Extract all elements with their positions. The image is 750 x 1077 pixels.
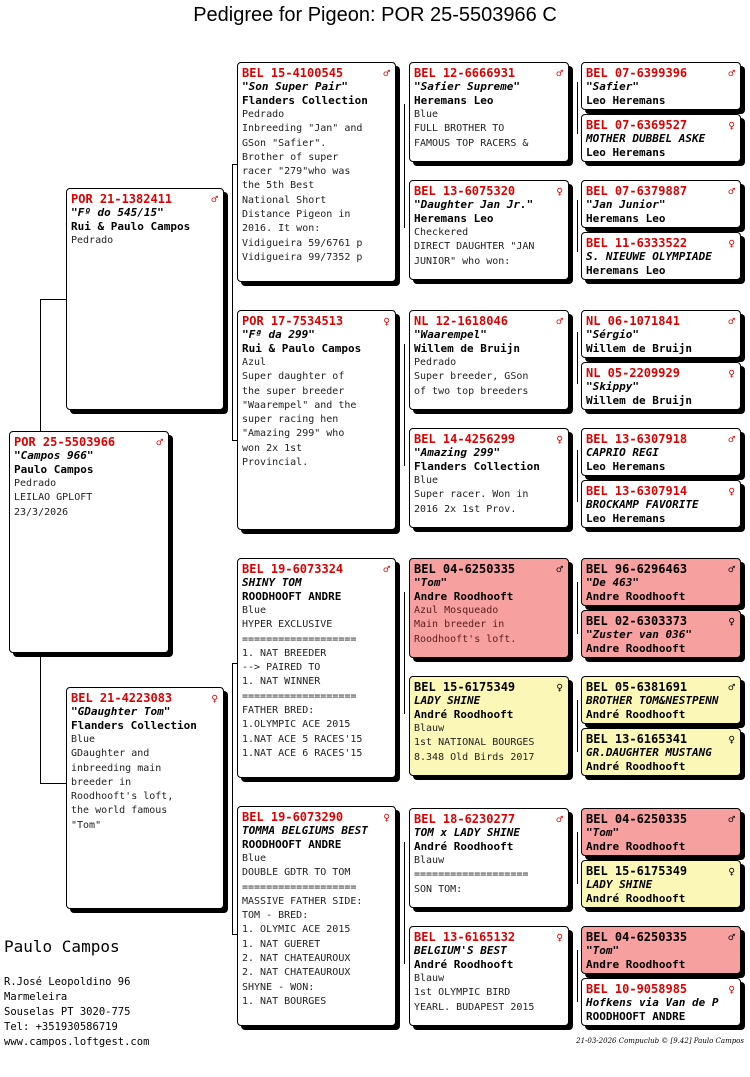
ring-number: POR 25-5503966 (14, 435, 116, 449)
pigeon-name: "Skippy" (586, 380, 639, 393)
male-icon: ♂ (728, 931, 735, 944)
pigeon-card-ss[interactable] (237, 62, 396, 282)
address-line: R.José Leopoldino 96 (4, 976, 131, 988)
pigeon-owner: Heremans Leo (586, 264, 666, 277)
info-line: Brother of super (242, 151, 339, 163)
address-line: Marmeleira (4, 991, 68, 1003)
pigeon-owner: Andre Roodhooft (586, 958, 686, 971)
pigeon-owner: Flanders Collection (242, 94, 368, 107)
pigeon-name: "Tom" (414, 576, 448, 589)
pigeon-name: "Fª da 299" (242, 328, 315, 341)
info-line: racer "279"who was (242, 166, 351, 178)
male-icon: ♂ (728, 681, 735, 694)
info-line: won 2x 1st (242, 442, 303, 454)
pigeon-card-g7[interactable] (581, 428, 741, 476)
pigeon-card-ddd[interactable] (409, 926, 569, 1026)
pigeon-card-ds[interactable] (237, 558, 396, 778)
female-icon: ♀ (556, 185, 563, 198)
pigeon-card-g3[interactable] (581, 180, 741, 228)
pigeon-name: "Waarempel" (414, 328, 487, 341)
info-line: Vidigueira 99/7352 p (242, 251, 363, 263)
female-icon: ♀ (728, 733, 735, 746)
connector-line (577, 950, 578, 1002)
female-icon: ♀ (556, 681, 563, 694)
male-icon: ♂ (556, 315, 563, 328)
info-line: 2. NAT CHATEAUROUX (242, 953, 351, 965)
info-line: JUNIOR" who won: (414, 255, 511, 267)
pigeon-card-g15[interactable] (581, 926, 741, 974)
ring-number: BEL 13-6307914 (586, 484, 688, 498)
pigeon-card-g2[interactable] (581, 114, 741, 162)
pigeon-name: BELGIUM'S BEST (414, 944, 507, 957)
pigeon-card-g5[interactable] (581, 310, 741, 358)
connector-line (577, 332, 578, 384)
info-line: =================== (414, 869, 529, 881)
info-line: Super daughter of (242, 371, 345, 383)
pigeon-owner: Willem de Bruijn (586, 394, 692, 407)
info-line: 1.NAT ACE 5 RACES'15 (242, 733, 363, 745)
female-icon: ♀ (728, 485, 735, 498)
connector-line (40, 299, 66, 300)
info-line: breeder in (71, 776, 132, 788)
pigeon-card-g8[interactable] (581, 480, 741, 528)
pigeon-owner: Andre Roodhooft (586, 642, 686, 655)
female-icon: ♀ (383, 315, 390, 328)
pigeon-name: CAPRIO REGI (586, 446, 659, 459)
ring-number: BEL 15-4100545 (242, 66, 344, 80)
pigeon-name: "Campos 966" (14, 449, 94, 462)
pigeon-owner: Leo Heremans (586, 146, 666, 159)
info-line: 8.348 Old Birds 2017 (414, 751, 535, 763)
info-line: Pedrado (14, 478, 57, 489)
female-icon: ♀ (728, 865, 735, 878)
ring-number: NL 05-2209929 (586, 366, 680, 380)
info-line: Main breeder in (414, 619, 505, 631)
connector-line (577, 700, 578, 752)
connector-line (404, 104, 405, 228)
ring-number: BEL 18-6230277 (414, 812, 516, 826)
male-icon: ♂ (728, 563, 735, 576)
pigeon-owner: André Roodhooft (414, 958, 514, 971)
pigeon-card-sds[interactable] (409, 310, 569, 410)
female-icon: ♀ (728, 615, 735, 628)
ring-number: BEL 15-6175349 (414, 680, 516, 694)
pigeon-owner: Heremans Leo (414, 212, 494, 225)
website-link[interactable]: www.campos.loftgest.com (4, 1036, 150, 1048)
pigeon-owner: Andre Roodhooft (414, 590, 514, 603)
info-line: Super breeder, GSon (414, 371, 529, 383)
male-icon: ♂ (728, 433, 735, 446)
pigeon-card-g10[interactable] (581, 610, 741, 658)
pigeon-name: "Sérgio" (586, 328, 639, 341)
ring-number: BEL 04-6250335 (586, 812, 688, 826)
address-line: Tel: +351930586719 (4, 1021, 118, 1033)
info-line: 2. NAT CHATEAUROUX (242, 967, 351, 979)
pigeon-owner: Willem de Bruijn (414, 342, 520, 355)
info-line: HYPER EXCLUSIVE (242, 619, 333, 631)
info-line: Blue (242, 853, 267, 864)
male-icon: ♂ (156, 436, 163, 449)
page-title: Pedigree for Pigeon: POR 25-5503966 C (193, 4, 557, 26)
ring-number: BEL 96-6296463 (586, 562, 688, 576)
info-line: 1. NAT WINNER (242, 676, 321, 688)
male-icon: ♂ (211, 193, 218, 206)
pigeon-card-g16[interactable] (581, 978, 741, 1026)
pigeon-owner: André Roodhooft (586, 760, 686, 773)
info-line: 23/3/2026 (14, 506, 69, 518)
info-line: SON TOM: (414, 883, 463, 895)
connector-line (232, 663, 233, 934)
pigeon-card-ssd[interactable] (409, 180, 569, 280)
footer-credit: 21-03-2026 Compuclub © [9.42] Paulo Campos (576, 1037, 744, 1045)
pigeon-name: GR.DAUGHTER MUSTANG (586, 746, 712, 759)
connector-line (40, 783, 66, 784)
info-line: 1st OLYMPIC BIRD (414, 987, 511, 999)
ring-number: BEL 05-6381691 (586, 680, 688, 694)
male-icon: ♂ (383, 67, 390, 80)
info-line: Pedrado (414, 357, 457, 368)
female-icon: ♀ (556, 931, 563, 944)
male-icon: ♂ (556, 67, 563, 80)
pigeon-name: "Tom" (586, 944, 620, 957)
ring-number: NL 12-1618046 (414, 314, 508, 328)
pigeon-name: SHINY TOM (242, 576, 302, 589)
pigeon-owner: Heremans Leo (586, 212, 666, 225)
ring-number: POR 21-1382411 (71, 192, 173, 206)
pigeon-name: Hofkens via Van de P (586, 996, 719, 1009)
pigeon-owner: ROODHOOFT ANDRE (242, 838, 342, 851)
pigeon-name: "Safier" (586, 80, 639, 93)
connector-line (404, 344, 405, 466)
connector-line (577, 582, 578, 634)
info-line: Blue (414, 475, 439, 486)
pigeon-name: "Safier Supreme" (414, 80, 520, 93)
ring-number: BEL 07-6379887 (586, 184, 688, 198)
info-line: Blauw (414, 855, 445, 866)
breeder-name: Paulo Campos (4, 937, 120, 956)
info-line: 1. NAT BOURGES (242, 995, 327, 1007)
info-line: "Amazing 299" who (242, 428, 345, 440)
pigeon-owner: Willem de Bruijn (586, 342, 692, 355)
pigeon-card-g14[interactable] (581, 860, 741, 908)
pigeon-card-sire[interactable] (66, 188, 224, 410)
info-line: =================== (242, 633, 357, 645)
connector-line (404, 842, 405, 964)
info-line: Blauw (414, 723, 445, 734)
info-line: Blue (242, 605, 267, 616)
info-line: =================== (242, 881, 357, 893)
pigeon-card-subject[interactable] (9, 431, 169, 653)
male-icon: ♂ (728, 315, 735, 328)
info-line: Checkered (414, 227, 469, 238)
pigeon-owner: André Roodhooft (586, 708, 686, 721)
pigeon-owner: Rui & Paulo Campos (71, 220, 191, 233)
info-line: Roodhooft's loft, (71, 791, 174, 803)
pigeon-card-sss[interactable] (409, 62, 569, 162)
info-line: FULL BROTHER TO (414, 123, 505, 135)
pigeon-card-g6[interactable] (581, 362, 741, 410)
info-line: 1st NATIONAL BOURGES (414, 737, 535, 749)
pigeon-name: TOM x LADY SHINE (414, 826, 520, 839)
pigeon-name: "Fº do 545/15" (71, 206, 164, 219)
ring-number: BEL 13-6075320 (414, 184, 516, 198)
pigeon-name: "GDaughter Tom" (71, 705, 171, 718)
info-line: Super racer. Won in (414, 489, 529, 501)
ring-number: BEL 19-6073324 (242, 562, 344, 576)
pigeon-owner: Andre Roodhooft (586, 840, 686, 853)
female-icon: ♀ (728, 983, 735, 996)
pigeon-owner: Leo Heremans (586, 94, 666, 107)
info-line: Blauw (414, 973, 445, 984)
ring-number: BEL 10-9058985 (586, 982, 688, 996)
info-line: Pedrado (242, 109, 285, 120)
pigeon-name: LADY SHINE (414, 694, 481, 707)
pigeon-card-g9[interactable] (581, 558, 741, 606)
ring-number: BEL 04-6250335 (414, 562, 516, 576)
info-line: Vidigueira 59/6761 p (242, 237, 363, 249)
info-line: inbreeding main (71, 762, 162, 774)
ring-number: BEL 13-6307918 (586, 432, 688, 446)
ring-number: NL 06-1071841 (586, 314, 680, 328)
pigeon-name: LADY SHINE (586, 878, 653, 891)
address-line: Souselas PT 3020-775 (4, 1006, 131, 1018)
pigeon-card-dss[interactable] (409, 558, 569, 658)
pigeon-name: "Amazing 299" (414, 446, 501, 459)
ring-number: BEL 14-4256299 (414, 432, 516, 446)
info-line: 1.NAT ACE 6 RACES'15 (242, 747, 363, 759)
connector-line (577, 832, 578, 884)
pigeon-name: "Tom" (586, 826, 620, 839)
pigeon-name: "Daughter Jan Jr." (414, 198, 534, 211)
ring-number: BEL 21-4223083 (71, 691, 173, 705)
connector-line (577, 82, 578, 134)
female-icon: ♀ (728, 367, 735, 380)
info-line: LEILAO GPLOFT (14, 492, 93, 504)
pigeon-card-g13[interactable] (581, 808, 741, 856)
pigeon-owner: Rui & Paulo Campos (242, 342, 362, 355)
info-line: Azul (242, 357, 267, 368)
pigeon-card-dd[interactable] (237, 806, 396, 1026)
info-line: 1. NAT BREEDER (242, 647, 327, 659)
female-icon: ♀ (728, 119, 735, 132)
info-line: super racing hen (242, 414, 339, 426)
info-line: Provincial. (242, 457, 309, 469)
info-line: SHYNE - WON: (242, 981, 315, 993)
pigeon-card-g1[interactable] (581, 62, 741, 110)
pigeon-name: S. NIEUWE OLYMPIADE (586, 250, 712, 263)
info-line: 1.OLYMPIC ACE 2015 (242, 719, 351, 731)
female-icon: ♀ (211, 692, 218, 705)
male-icon: ♂ (556, 813, 563, 826)
pigeon-name: BROCKAMP FAVORITE (586, 498, 699, 511)
info-line: "Waarempel" and the (242, 399, 357, 411)
pigeon-card-g4[interactable] (581, 232, 741, 280)
info-line: "Tom" (71, 819, 102, 831)
male-icon: ♂ (556, 563, 563, 576)
pigeon-card-sdd[interactable] (409, 428, 569, 528)
male-icon: ♂ (728, 813, 735, 826)
pigeon-owner: Flanders Collection (414, 460, 540, 473)
pigeon-name: TOMMA BELGIUMS BEST (242, 824, 368, 837)
ring-number: BEL 12-6666931 (414, 66, 516, 80)
pigeon-owner: Leo Heremans (586, 512, 666, 525)
pigeon-card-dam[interactable] (66, 687, 224, 909)
ring-number: BEL 11-6333522 (586, 236, 688, 250)
ring-number: BEL 13-6165132 (414, 930, 516, 944)
pigeon-owner: Leo Heremans (586, 460, 666, 473)
connector-line (577, 200, 578, 252)
info-line: 2016. It won: (242, 223, 321, 235)
female-icon: ♀ (728, 237, 735, 250)
pigeon-name: "Son Super Pair" (242, 80, 348, 93)
info-line: Inbreeding "Jan" and (242, 123, 363, 135)
info-line: FAMOUS TOP RACERS & (414, 137, 529, 149)
info-line: National Short (242, 194, 327, 206)
pigeon-name: "De 463" (586, 576, 639, 589)
ring-number: BEL 07-6399396 (586, 66, 688, 80)
pigeon-name: "Jan Junior" (586, 198, 666, 211)
male-icon: ♂ (728, 185, 735, 198)
female-icon: ♀ (556, 433, 563, 446)
info-line: GSon "Safier". (242, 137, 327, 149)
pigeon-name: BROTHER TOM&NESTPENN (586, 694, 719, 707)
connector-line (232, 164, 233, 440)
pigeon-owner: Heremans Leo (414, 94, 494, 107)
breeder-address (4, 960, 149, 1065)
info-line: Distance Pigeon in (242, 209, 351, 221)
pigeon-owner: Paulo Campos (14, 463, 94, 476)
info-line: FATHER BRED: (242, 705, 315, 717)
ring-number: POR 17-7534513 (242, 314, 344, 328)
ring-number: BEL 19-6073290 (242, 810, 344, 824)
info-line: 1. NAT GUERET (242, 938, 321, 950)
pigeon-owner: André Roodhooft (414, 708, 514, 721)
connector-line (404, 592, 405, 714)
info-line: the 5th Best (242, 180, 315, 192)
info-line: Pedrado (71, 235, 114, 246)
info-line: TOM - BRED: (242, 910, 309, 922)
pigeon-owner: André Roodhooft (414, 840, 514, 853)
info-line: 2016 2x 1st Prov. (414, 503, 517, 515)
info-line: GDaughter and (71, 748, 150, 760)
info-line: of two top breeders (414, 385, 529, 397)
info-line: Azul Mosqueado (414, 605, 499, 616)
pigeon-owner: ROODHOOFT ANDRE (586, 1010, 686, 1023)
info-line: =================== (242, 690, 357, 702)
female-icon: ♀ (383, 811, 390, 824)
pigeon-name: MOTHER DUBBEL ASKE (586, 132, 706, 145)
pigeon-card-sd[interactable] (237, 310, 396, 530)
info-line: the super breeder (242, 385, 345, 397)
info-line: YEARL. BUDAPEST 2015 (414, 1001, 535, 1013)
ring-number: BEL 02-6303373 (586, 614, 688, 628)
info-line: DOUBLE GDTR TO TOM (242, 867, 351, 879)
pigeon-owner: André Roodhooft (586, 892, 686, 905)
info-line: --> PAIRED TO (242, 662, 321, 674)
info-line: MASSIVE FATHER SIDE: (242, 895, 363, 907)
info-line: 1. OLYMIC ACE 2015 (242, 924, 351, 936)
ring-number: BEL 13-6165341 (586, 732, 688, 746)
ring-number: BEL 15-6175349 (586, 864, 688, 878)
info-line: Blue (71, 734, 96, 745)
info-line: the world famous (71, 805, 168, 817)
info-line: Roodhooft's loft. (414, 633, 517, 645)
info-line: Blue (414, 109, 439, 120)
connector-line (577, 450, 578, 502)
pigeon-name: "Zuster van 036" (586, 628, 692, 641)
ring-number: BEL 07-6369527 (586, 118, 688, 132)
male-icon: ♂ (728, 67, 735, 80)
ring-number: BEL 04-6250335 (586, 930, 688, 944)
pigeon-owner: Andre Roodhooft (586, 590, 686, 603)
pigeon-card-g12[interactable] (581, 728, 741, 776)
info-line: DIRECT DAUGHTER "JAN (414, 241, 535, 253)
pigeon-owner: Flanders Collection (71, 719, 197, 732)
pigeon-card-dsd[interactable] (409, 676, 569, 776)
male-icon: ♂ (383, 563, 390, 576)
pigeon-owner: ROODHOOFT ANDRE (242, 590, 342, 603)
pigeon-card-g11[interactable] (581, 676, 741, 724)
pigeon-card-dds[interactable] (409, 808, 569, 908)
